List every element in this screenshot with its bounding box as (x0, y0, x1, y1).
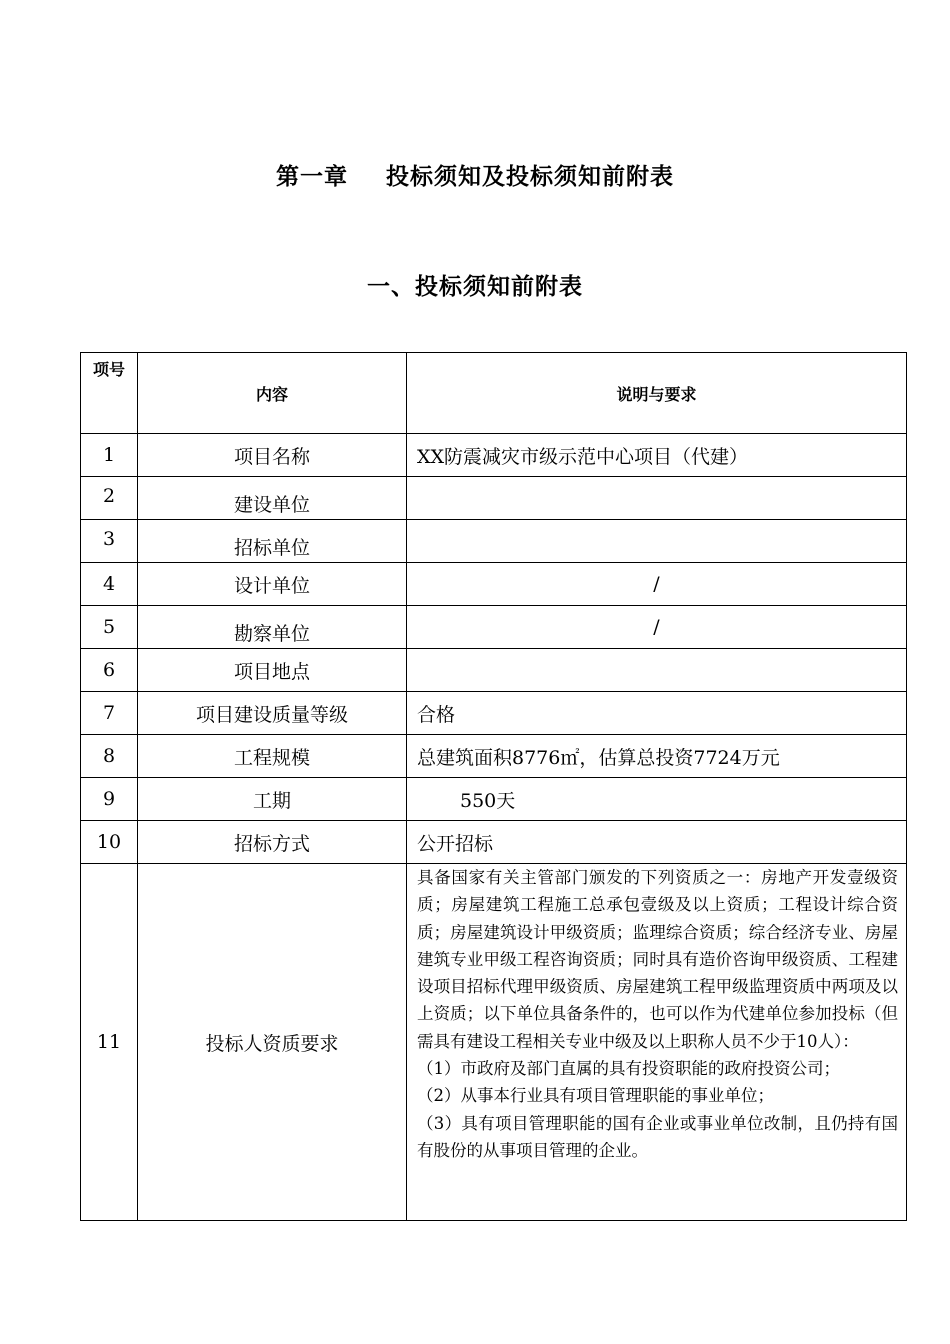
row-number: 9 (81, 778, 138, 821)
row-number: 5 (81, 606, 138, 649)
row-description: 550天 (407, 778, 907, 821)
header-content: 内容 (138, 353, 407, 434)
table-row (81, 563, 907, 606)
section-title: 一、投标须知前附表 (367, 274, 583, 300)
table-row (81, 649, 907, 692)
qualification-item: （2）从事本行业具有项目管理职能的事业单位； (417, 1086, 774, 1106)
chapter-title (0, 160, 950, 194)
header-description: 说明与要求 (407, 353, 907, 434)
row-item: 建设单位 (138, 477, 407, 520)
row-item: 设计单位 (138, 563, 407, 606)
row-description: 公开招标 (407, 821, 907, 864)
table-row (81, 692, 907, 735)
row-item: 投标人资质要求 (138, 864, 407, 1221)
chapter-name: 投标须知及投标须知前附表 (386, 164, 674, 190)
row-number: 10 (81, 821, 138, 864)
row-description (407, 649, 907, 692)
row-item: 工期 (138, 778, 407, 821)
row-number: 1 (81, 434, 138, 477)
table-row (81, 864, 907, 1221)
row-number: 3 (81, 520, 138, 563)
row-item: 项目名称 (138, 434, 407, 477)
table-row (81, 606, 907, 649)
row-item: 勘察单位 (138, 606, 407, 649)
table-header-row (81, 353, 907, 434)
qualification-item: （1）市政府及部门直属的具有投资职能的政府投资公司； (417, 1059, 840, 1079)
row-description: / (407, 563, 907, 606)
header-item-number: 项号 (81, 353, 138, 434)
row-description (407, 520, 907, 563)
row-item: 项目地点 (138, 649, 407, 692)
table-row (81, 434, 907, 477)
table-row (81, 778, 907, 821)
bid-notice-table (80, 352, 907, 1221)
row-description: XX防震减灾市级示范中心项目（代建） (407, 434, 907, 477)
row-number: 11 (81, 864, 138, 1221)
row-description (407, 477, 907, 520)
table-row (81, 477, 907, 520)
row-number: 6 (81, 649, 138, 692)
row-number: 2 (81, 477, 138, 520)
row-number: 7 (81, 692, 138, 735)
row-description: / (407, 606, 907, 649)
table-row (81, 520, 907, 563)
row-item: 招标单位 (138, 520, 407, 563)
table-row (81, 735, 907, 778)
qualification-item: （3）具有项目管理职能的国有企业或事业单位改制，且仍持有国有股份的从事项目管理的企业。 (417, 1113, 898, 1160)
row-item: 项目建设质量等级 (138, 692, 407, 735)
row-item: 招标方式 (138, 821, 407, 864)
row-number: 8 (81, 735, 138, 778)
row-item: 工程规模 (138, 735, 407, 778)
row-description: 总建筑面积8776㎡，估算总投资7724万元 (407, 735, 907, 778)
qualification-paragraph: 具备国家有关主管部门颁发的下列资质之一：房地产开发壹级资质；房屋建筑工程施工总承包壹级及以上资质；工程设计综合资质；房屋建筑设计甲级资质；监理综合资质；综合经济专业、房屋建筑专业甲级工程咨询资质；同时具有造价咨询甲级资质、工程建设项目招标代理甲级资质、房屋建筑工程甲级监理资质中两项及以上资质；以下单位具备条件的，也可以作为代建单位参加投标（但需具有建设工程相关专业中级及以上职称人员不少于10人）： (417, 868, 898, 1051)
table-row (81, 821, 907, 864)
row-number: 4 (81, 563, 138, 606)
row-description (407, 864, 907, 1221)
row-description: 合格 (407, 692, 907, 735)
chapter-label: 第一章 (276, 164, 348, 190)
